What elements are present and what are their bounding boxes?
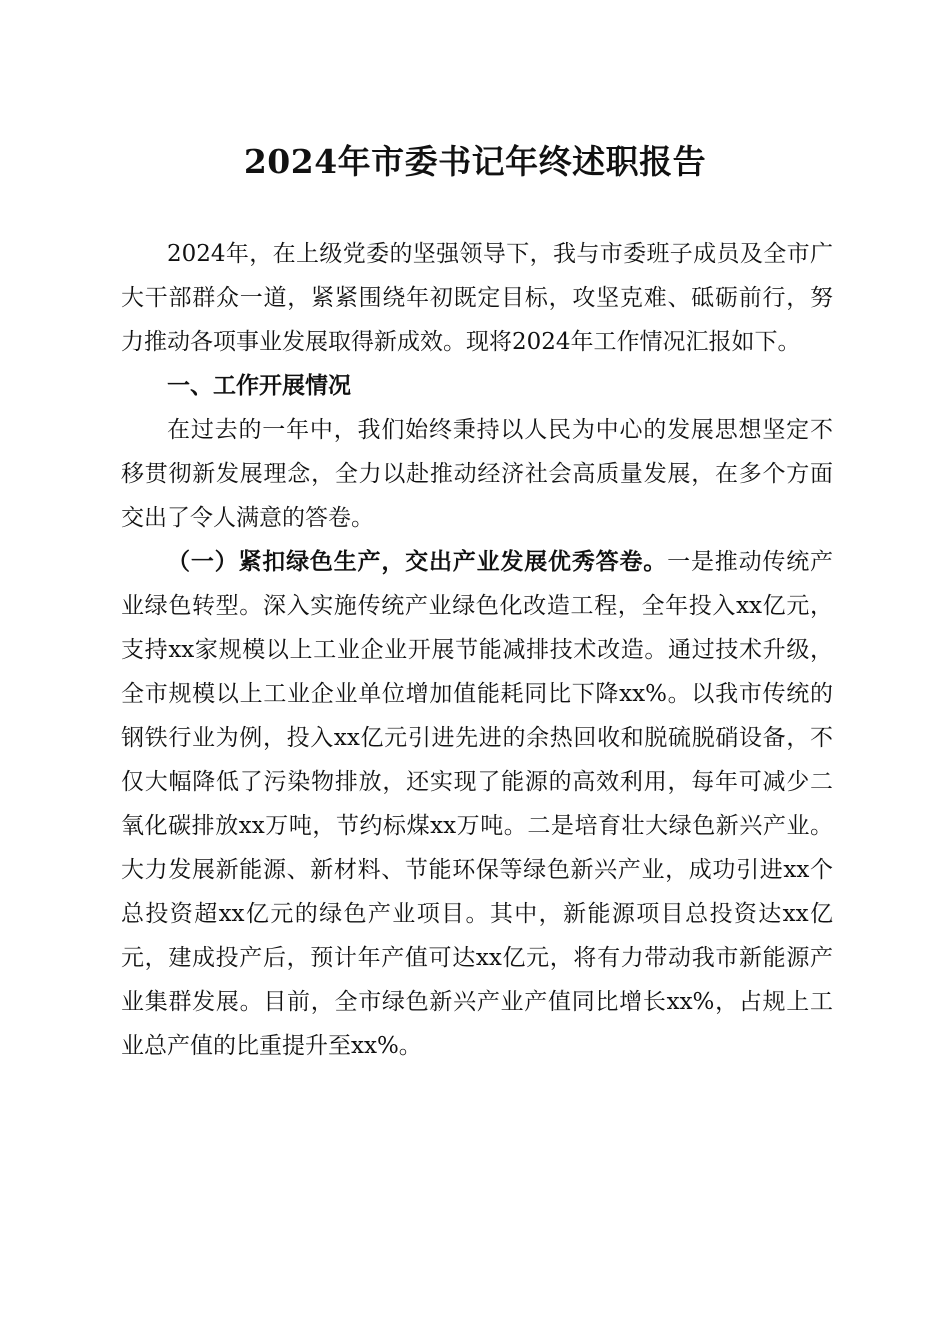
- subsection-paragraph: [121, 540, 833, 1068]
- document-body: [121, 232, 833, 1068]
- subsection-text: 一是推动传统产业绿色转型。深入实施传统产业绿色化改造工程，全年投入xx亿元，支持xx家规模以上工业企业开展节能减排技术改造。通过技术升级，全市规模以上工业企业单位增加值能耗同比下降xx%。以我市传统的钢铁行业为例，投入xx亿元引进先进的余热回收和脱硫脱硝设备，不仅大幅降低了污染物排放，还实现了能源的高效利用，每年可减少二氧化碳排放xx万吨，节约标煤xx万吨。二是培育壮大绿色新兴产业。大力发展新能源、新材料、节能环保等绿色新兴产业，成功引进xx个总投资超xx亿元的绿色产业项目。其中，新能源项目总投资达xx亿元，建成投产后，预计年产值可达xx亿元，将有力带动我市新能源产业集群发展。目前，全市绿色新兴产业产值同比增长xx%，占规上工业总产值的比重提升至xx%。: [121, 549, 834, 1059]
- document-title: 2024年市委书记年终述职报告: [243, 142, 707, 181]
- section-heading: 一、工作开展情况: [167, 373, 351, 399]
- subsection-lead: （一）紧扣绿色生产，交出产业发展优秀答卷。: [167, 548, 668, 575]
- intro-paragraph: 2024年，在上级党委的坚强领导下，我与市委班子成员及全市广大干部群众一道，紧紧围绕年初既定目标，攻坚克难、砥砺前行，努力推动各项事业发展取得新成效。现将2024年工作情况汇报如下。: [121, 241, 833, 355]
- section-intro-paragraph: 在过去的一年中，我们始终秉持以人民为中心的发展思想坚定不移贯彻新发展理念，全力以赴推动经济社会高质量发展，在多个方面交出了令人满意的答卷。: [121, 417, 833, 531]
